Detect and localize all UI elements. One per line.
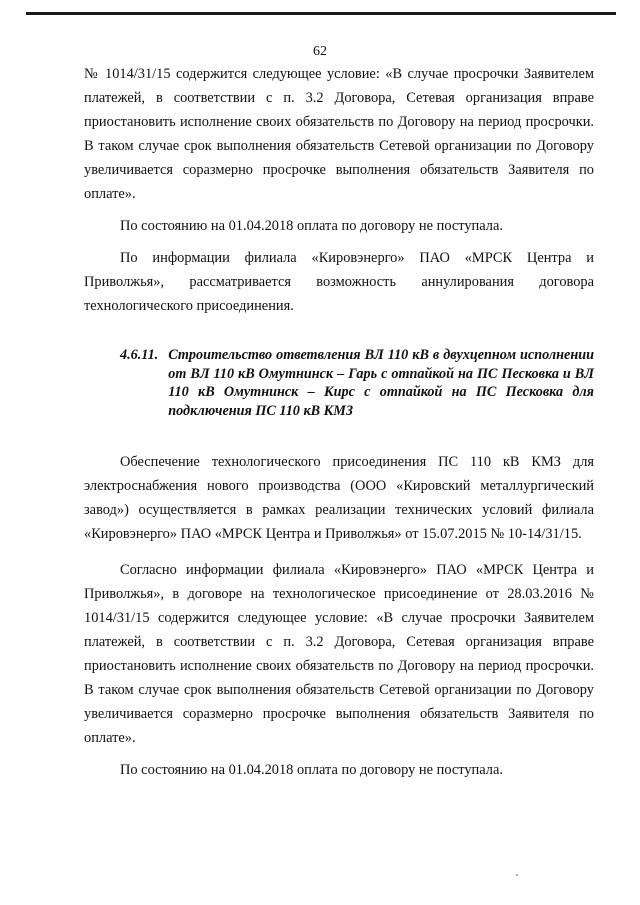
section-title: Строительство ответвления ВЛ 110 кВ в двухцепном исполнении от ВЛ 110 кВ Омутнинск – Гарь с отпайкой на ПС Песковка и ВЛ 110 кВ Омутнинск – Кирс с отпайкой на ПС Песковка для подключения ПС 110 кВ КМЗ xyxy=(168,347,594,419)
paragraph-payment-status-2: По состоянию на 01.04.2018 оплата по договору не поступала. xyxy=(120,762,503,778)
paragraph-tech-connection: Обеспечение технологического присоединения ПС 110 кВ КМЗ для электроснабжения нового производства (ООО «Кировский металлургический завод») осуществляется в рамках реализации технических условий филиала «Кировэнерго» ПАО «МРСК Центра и Приволжья» от 15.07.2015 № 10-14/31/15. xyxy=(84,454,594,542)
page-number: 62 xyxy=(313,44,327,59)
scan-speck xyxy=(516,874,518,876)
paragraph-annulment-info: По информации филиала «Кировэнерго» ПАО «МРСК Центра и Приволжья», рассматривается возможность аннулирования договора технологического присоединения. xyxy=(84,250,594,314)
paragraph-continuation: № 1014/31/15 содержится следующее условие: «В случае просрочки Заявителем платежей, в соответствии с п. 3.2 Договора, Сетевая организация вправе приостановить исполнение своих обязательств по Договору на период просрочки. В таком случае срок выполнения обязательств Сетевой организации по Договору увеличивается соразмерно просрочке выполнения обязательств Заявителя по оплате». xyxy=(84,66,594,202)
top-border-line xyxy=(26,12,616,15)
paragraph-contract-condition: Согласно информации филиала «Кировэнерго» ПАО «МРСК Центра и Приволжья», в договоре на технологическое присоединение от 28.03.2016 № 1014/31/15 содержится следующее условие: «В случае просрочки Заявителем платежей, в соответствии с п. 3.2 Договора, Сетевая организация вправе приостановить исполнение своих обязательств по Договору на период просрочки. В таком случае срок выполнения обязательств Сетевой организации по Договору увеличивается соразмерно просрочке выполнения обязательств Заявителя по оплате». xyxy=(84,562,594,746)
section-number: 4.6.11. xyxy=(120,347,159,363)
section-heading xyxy=(120,346,594,420)
document-body xyxy=(84,62,594,782)
paragraph-payment-status: По состоянию на 01.04.2018 оплата по договору не поступала. xyxy=(120,218,503,234)
